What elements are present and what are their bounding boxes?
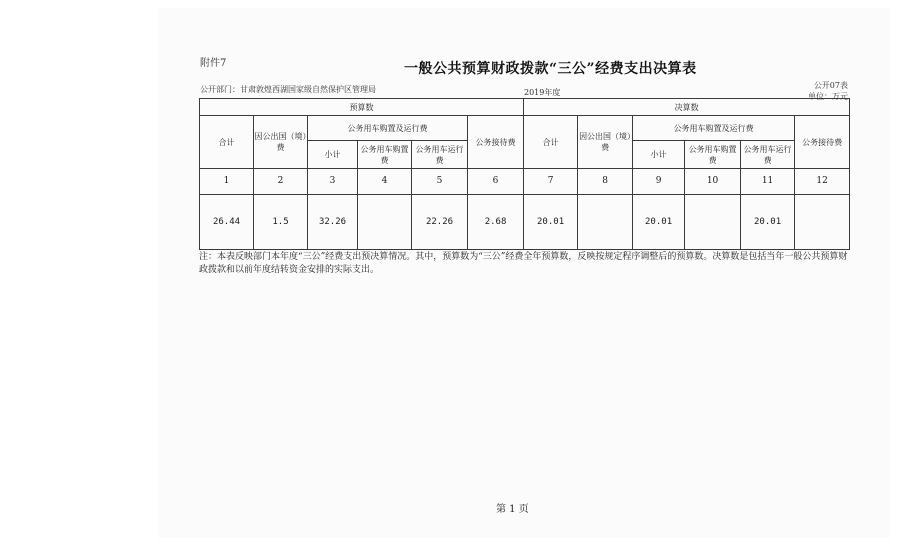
page-title: 一般公共预算财政拨款“三公”经费支出决算表 [404,61,697,77]
index-cell: 11 [741,169,795,195]
budget-total-header: 合计 [200,116,254,169]
form-number: 公开07表 [813,81,848,90]
department-label: 公开部门：甘肃敦煌西湖国家级自然保护区管理局 [200,85,376,94]
index-cell: 9 [633,169,685,195]
final-purchase-header: 公务用车购置费 [685,141,741,169]
budget-abroad-value: 1.5 [254,195,308,250]
final-reception-header: 公务接待费 [795,116,850,169]
budget-header: 预算数 [200,99,524,116]
budget-operation-header: 公务用车运行费 [412,141,468,169]
expenditure-table [199,98,850,250]
final-abroad-value [578,195,633,250]
final-operation-header: 公务用车运行费 [741,141,795,169]
budget-reception-header: 公务接待费 [468,116,524,169]
index-cell: 2 [254,169,308,195]
unit-label: 单位：万元 [808,92,848,101]
index-cell: 1 [200,169,254,195]
final-total-value: 20.01 [524,195,578,250]
index-cell: 6 [468,169,524,195]
budget-purchase-header: 公务用车购置费 [358,141,412,169]
table-note: 注：本表反映部门本年度“三公”经费支出预决算情况。其中，预算数为“三公”经费全年预算数，反映按规定程序调整后的预算数。决算数是包括当年一般公共预算财政拨款和以前年度结转资金安排的实际支出。 [199,252,848,275]
index-cell: 4 [358,169,412,195]
final-operation-value: 20.01 [741,195,795,250]
final-header: 决算数 [524,99,850,116]
page-number: 第 1 页 [496,504,529,515]
budget-operation-value: 22.26 [412,195,468,250]
budget-total-value: 26.44 [200,195,254,250]
budget-subtotal-header: 小计 [308,141,358,169]
budget-subtotal-value: 32.26 [308,195,358,250]
final-purchase-value [685,195,741,250]
final-total-header: 合计 [524,116,578,169]
index-cell: 7 [524,169,578,195]
index-cell: 5 [412,169,468,195]
index-cell: 10 [685,169,741,195]
index-cell: 8 [578,169,633,195]
final-abroad-header: 因公出国（境）费 [578,116,633,169]
final-reception-value [795,195,850,250]
index-cell: 3 [308,169,358,195]
final-subtotal-header: 小计 [633,141,685,169]
final-vehicle-group-header: 公务用车购置及运行费 [633,116,795,141]
budget-vehicle-group-header: 公务用车购置及运行费 [308,116,468,141]
year-label: 2019年度 [524,88,561,97]
budget-reception-value: 2.68 [468,195,524,250]
budget-purchase-value [358,195,412,250]
attachment-label: 附件7 [200,58,227,69]
final-subtotal-value: 20.01 [633,195,685,250]
index-cell: 12 [795,169,850,195]
budget-abroad-header: 因公出国（境）费 [254,116,308,169]
